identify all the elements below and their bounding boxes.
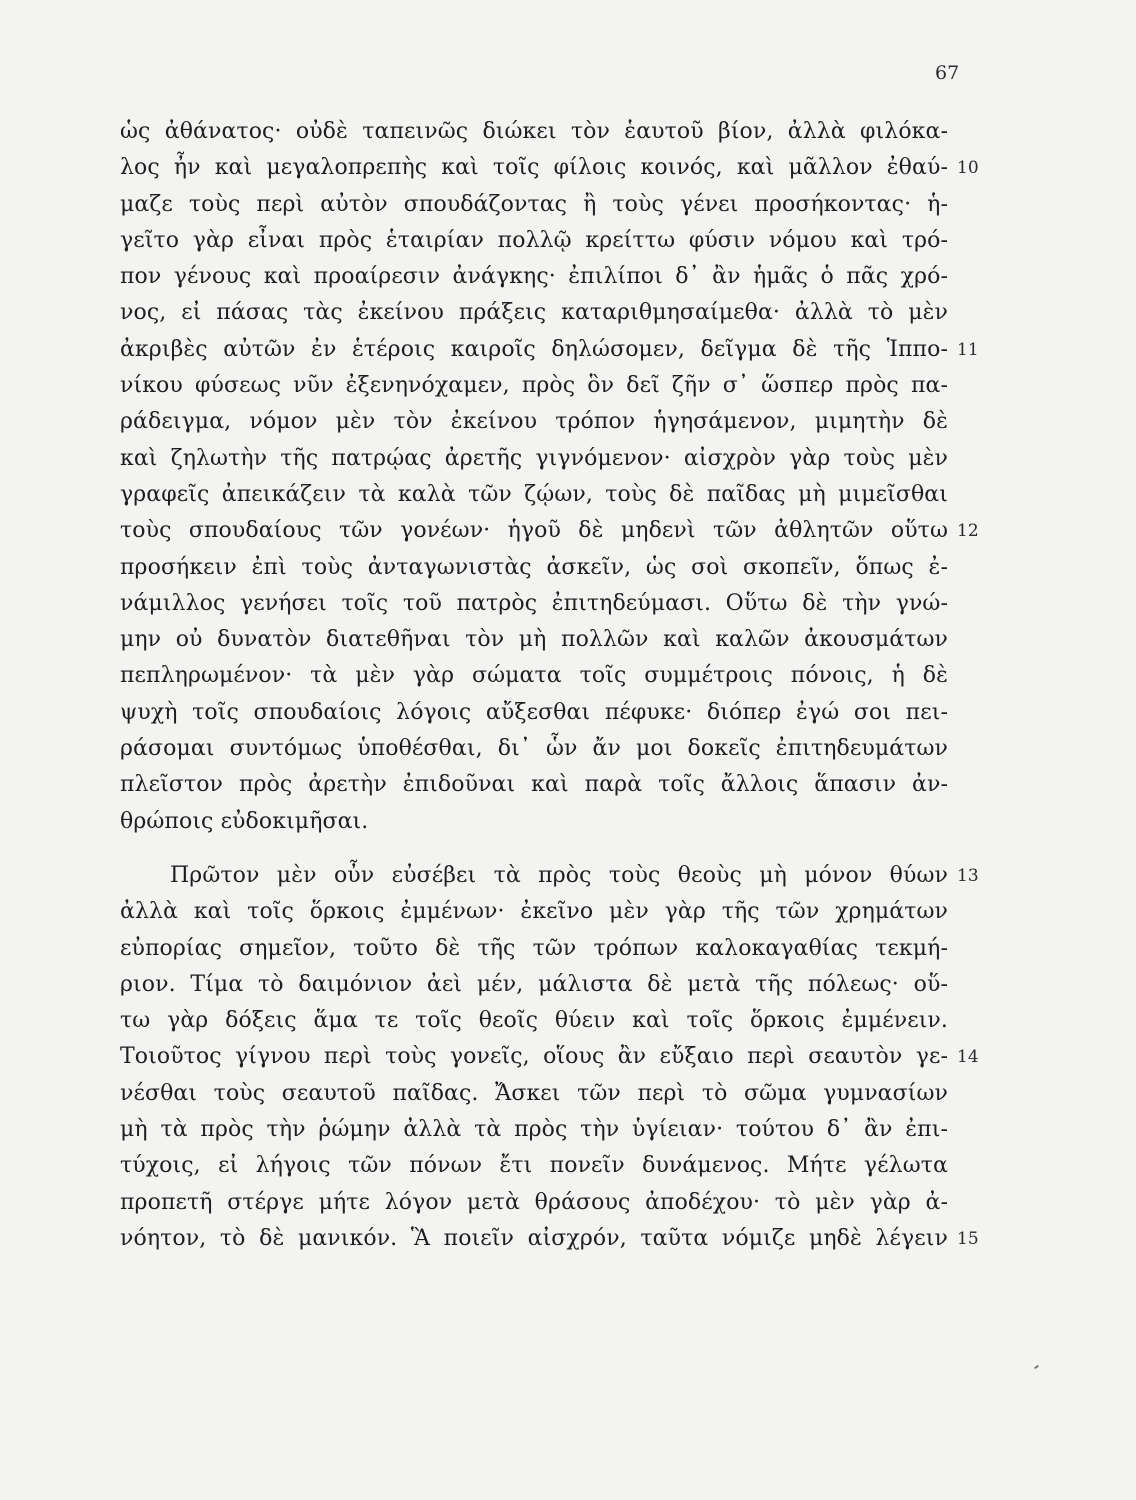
- text-line: [0, 295, 1136, 331]
- text-line: [0, 931, 1136, 967]
- line-text: λος ἦν καὶ μεγαλοπρεπὴς καὶ τοῖς φίλοις κοινός, καὶ μᾶλλον ἐθαύ-: [120, 155, 948, 181]
- text-line: [0, 894, 1136, 930]
- line-text: εὐπορίας σημεῖον, τοῦτο δὲ τῆς τῶν τρόπων καλοκαγαθίας τεκμή-: [120, 935, 948, 961]
- text-line: [0, 477, 1136, 513]
- text-line: [0, 767, 1136, 803]
- line-text: νόητον, τὸ δὲ μανικόν. Ἃ ποιεῖν αἰσχρόν, ταῦτα νόμιζε μηδὲ λέγειν: [120, 1225, 948, 1251]
- section-number: 15: [957, 1228, 979, 1249]
- text-line: [0, 441, 1136, 477]
- text-line: [0, 622, 1136, 658]
- line-text: καὶ ζηλωτὴν τῆς πατρῴας ἀρετῆς γιγνόμενον· αἰσχρὸν γὰρ τοὺς μὲν: [120, 445, 948, 471]
- text-line: [0, 259, 1136, 295]
- line-text: ὡς ἀθάνατος· οὐδὲ ταπεινῶς διώκει τὸν ἑαυτοῦ βίον, ἀλλὰ φιλόκα-: [120, 119, 948, 144]
- line-text: μὴ τὰ πρὸς τὴν ῥώμην ἀλλὰ τὰ πρὸς τὴν ὑγίειαν· τούτου δ᾽ ἂν ἐπι-: [120, 1117, 948, 1143]
- line-text: Τοιοῦτος γίγνου περὶ τοὺς γονεῖς, οἵους ἂν εὔξαιο περὶ σεαυτὸν γε-: [120, 1044, 948, 1070]
- line-text: γραφεῖς ἀπεικάζειν τὰ καλὰ τῶν ζῴων, τοὺς δὲ παῖδας μὴ μιμεῖσθαι: [120, 481, 948, 507]
- text-line: [0, 858, 1136, 894]
- text-line: [0, 332, 1136, 368]
- page-number: 67: [935, 62, 960, 84]
- text-line: [0, 404, 1136, 440]
- text-line: [0, 1221, 1136, 1257]
- line-text: προπετῆ στέργε μήτε λόγον μετὰ θράσους ἀποδέχου· τὸ μὲν γὰρ ἀ-: [120, 1189, 948, 1215]
- line-text: πον γένους καὶ προαίρεσιν ἀνάγκης· ἐπιλίποι δ᾽ ἂν ἡμᾶς ὁ πᾶς χρό-: [120, 264, 948, 290]
- text-line: [0, 731, 1136, 767]
- text-line: [0, 223, 1136, 259]
- line-text: προσήκειν ἐπὶ τοὺς ἀνταγωνιστὰς ἀσκεῖν, ὡς σοὶ σκοπεῖν, ὅπως ἐ-: [120, 554, 948, 580]
- line-text: γεῖτο γὰρ εἶναι πρὸς ἑταιρίαν πολλῷ κρείττω φύσιν νόμου καὶ τρό-: [120, 227, 948, 253]
- line-text: τύχοις, εἰ λήγοις τῶν πόνων ἔτι πονεῖν δυνάμενος. Μήτε γέλωτα: [120, 1153, 948, 1179]
- text-line: [0, 187, 1136, 223]
- line-text: πλεῖστον πρὸς ἀρετὴν ἐπιδοῦναι καὶ παρὰ τοῖς ἄλλοις ἅπασιν ἀν-: [120, 772, 948, 798]
- greek-text-body: [0, 114, 1136, 1257]
- text-line: [0, 1076, 1136, 1112]
- text-line: [0, 150, 1136, 186]
- text-line: [0, 804, 1136, 840]
- text-line: [0, 967, 1136, 1003]
- text-line: [0, 513, 1136, 549]
- line-text: πεπληρωμένον· τὰ μὲν γὰρ σώματα τοῖς συμμέτροις πόνοις, ἡ δὲ: [120, 663, 948, 689]
- text-line: [0, 550, 1136, 586]
- text-line: [0, 368, 1136, 404]
- line-text: ριον. Τίμα τὸ δαιμόνιον ἀεὶ μέν, μάλιστα δὲ μετὰ τῆς πόλεως· οὕ-: [120, 971, 948, 997]
- text-line: [0, 586, 1136, 622]
- section-number: 11: [957, 339, 979, 360]
- text-line: [0, 658, 1136, 694]
- section-number: 14: [957, 1047, 979, 1068]
- line-text: τοὺς σπουδαίους τῶν γονέων· ἡγοῦ δὲ μηδενὶ τῶν ἀθλητῶν οὕτω: [120, 518, 948, 544]
- text-line: [0, 1185, 1136, 1221]
- line-text: μην οὐ δυνατὸν διατεθῆναι τὸν μὴ πολλῶν καὶ καλῶν ἀκουσμάτων: [120, 627, 948, 653]
- line-text: ψυχὴ τοῖς σπουδαίοις λόγοις αὔξεσθαι πέφυκε· διόπερ ἐγώ σοι πει-: [120, 699, 948, 725]
- line-text: Πρῶτον μὲν οὖν εὐσέβει τὰ πρὸς τοὺς θεοὺς μὴ μόνον θύων: [170, 862, 948, 888]
- line-text: τω γὰρ δόξεις ἅμα τε τοῖς θεοῖς θύειν καὶ τοῖς ὅρκοις ἐμμένειν.: [120, 1008, 948, 1034]
- text-line: [0, 1003, 1136, 1039]
- line-text: ράσομαι συντόμως ὑποθέσθαι, δι᾽ ὧν ἄν μοι δοκεῖς ἐπιτηδευμάτων: [120, 736, 948, 762]
- line-text: ἀκριβὲς αὐτῶν ἐν ἑτέροις καιροῖς δηλώσομεν, δεῖγμα δὲ τῆς Ἱππο-: [120, 336, 948, 362]
- text-line: [0, 695, 1136, 731]
- line-text: νάμιλλος γενήσει τοῖς τοῦ πατρὸς ἐπιτηδεύμασι. Οὕτω δὲ τὴν γνώ-: [120, 590, 948, 616]
- section-number: 12: [957, 521, 979, 542]
- line-text: ἀλλὰ καὶ τοῖς ὅρκοις ἐμμένων· ἐκεῖνο μὲν γὰρ τῆς τῶν χρημάτων: [120, 899, 948, 925]
- scan-speck: [1034, 1365, 1039, 1370]
- line-text: μαζε τοὺς περὶ αὐτὸν σπουδάζοντας ἢ τοὺς γένει προσήκοντας· ἡ-: [120, 191, 948, 217]
- text-line: [0, 1112, 1136, 1148]
- section-number: 13: [957, 865, 979, 886]
- text-line: [0, 114, 1136, 150]
- line-text: νέσθαι τοὺς σεαυτοῦ παῖδας. Ἄσκει τῶν περὶ τὸ σῶμα γυμνασίων: [120, 1080, 948, 1106]
- section-number: 10: [957, 158, 979, 179]
- text-line: [0, 1039, 1136, 1075]
- line-text: θρώποις εὐδοκιμῆσαι.: [120, 808, 369, 834]
- line-text: νος, εἰ πάσας τὰς ἐκείνου πράξεις καταριθμησαίμεθα· ἀλλὰ τὸ μὲν: [120, 300, 948, 326]
- text-line: [0, 1148, 1136, 1184]
- line-text: νίκου φύσεως νῦν ἐξενηνόχαμεν, πρὸς ὃν δεῖ ζῆν σ᾽ ὥσπερ πρὸς πα-: [120, 373, 948, 399]
- line-text: ράδειγμα, νόμον μὲν τὸν ἐκείνου τρόπον ἡγησάμενον, μιμητὴν δὲ: [120, 409, 948, 435]
